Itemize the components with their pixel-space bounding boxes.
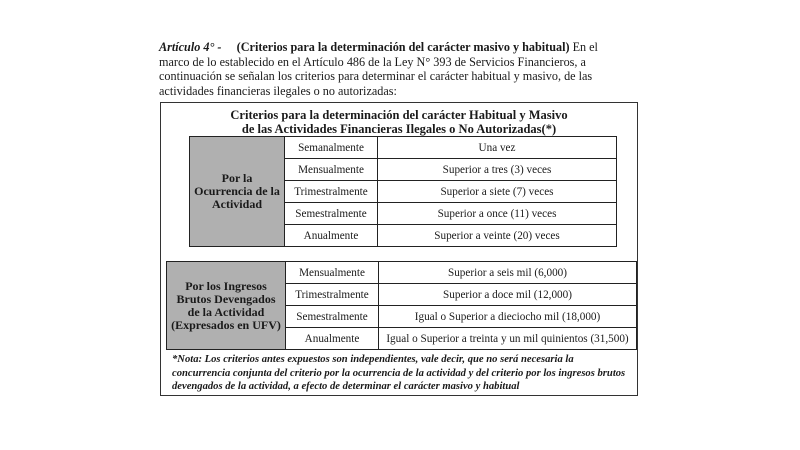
criterion-cell: Superior a once (11) veces [378, 203, 617, 225]
criterion-cell: Superior a siete (7) veces [378, 181, 617, 203]
period-cell: Trimestralmente [285, 181, 378, 203]
article-body: En el marco de lo establecido en el Artículo 486 de la Ley N° 393 de Servicios Financieros, a continuación se señalan los criterios para determinar el carácter habitual y masivo, de las actividades financieras ilegales o no autorizadas: [159, 40, 598, 98]
period-cell: Semestralmente [286, 306, 379, 328]
income-group-label: Por los Ingresos Brutos Devengados de la Actividad (Expresados en UFV) [167, 262, 286, 350]
period-cell: Trimestralmente [286, 284, 379, 306]
occurrence-table [189, 136, 617, 247]
footnote: *Nota: Los criterios antes expuestos son independientes, vale decir, que no será necesaria la concurrencia conjunta del criterio por la ocurrencia de la actividad y del criterio por los ingresos brutos devengados de la actividad, a efecto de determinar el carácter masivo y habitual [172, 354, 626, 392]
period-cell: Mensualmente [285, 159, 378, 181]
criterion-cell: Superior a doce mil (12,000) [379, 284, 637, 306]
period-cell: Anualmente [285, 225, 378, 247]
table-row [167, 262, 637, 284]
criterion-cell: Igual o Superior a dieciocho mil (18,000) [379, 306, 637, 328]
period-cell: Semanalmente [285, 137, 378, 159]
criterion-cell: Igual o Superior a treinta y un mil quinientos (31,500) [379, 328, 637, 350]
criterion-cell: Una vez [378, 137, 617, 159]
box-title-line-1: Criterios para la determinación del carácter Habitual y Masivo [230, 108, 568, 122]
box-title-line-2: de las Actividades Financieras Ilegales o No Autorizadas(*) [241, 122, 557, 136]
criterion-cell: Superior a tres (3) veces [378, 159, 617, 181]
criteria-box-title [160, 108, 638, 136]
income-table [166, 261, 637, 350]
period-cell: Mensualmente [286, 262, 379, 284]
table-row [190, 137, 617, 159]
period-cell: Anualmente [286, 328, 379, 350]
article-number: Artículo 4° - [159, 40, 222, 54]
criterion-cell: Superior a seis mil (6,000) [379, 262, 637, 284]
article-paragraph [159, 40, 623, 98]
criterion-cell: Superior a veinte (20) veces [378, 225, 617, 247]
period-cell: Semestralmente [285, 203, 378, 225]
article-heading: (Criterios para la determinación del carácter masivo y habitual) [236, 40, 570, 54]
occurrence-group-label: Por la Ocurrencia de la Actividad [190, 137, 285, 247]
